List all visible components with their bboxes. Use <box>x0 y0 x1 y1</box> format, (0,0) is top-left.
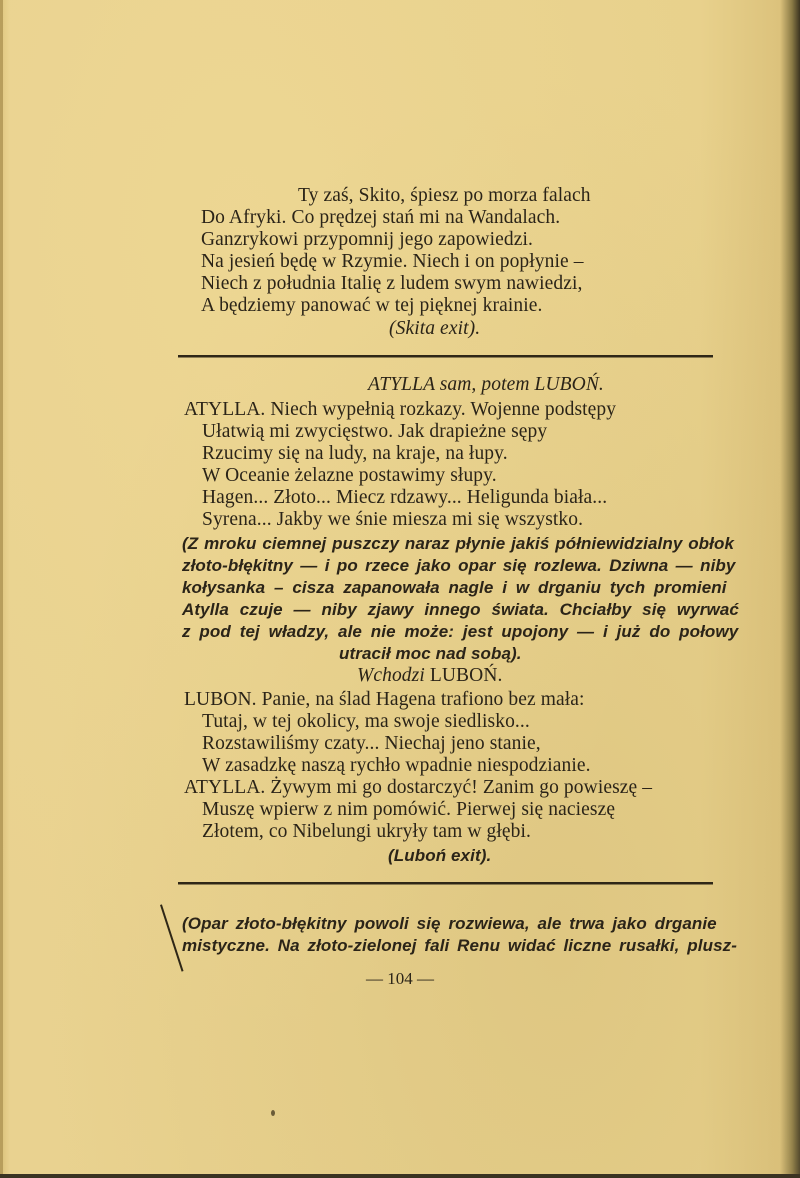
verse-line: Muszę wpierw z nim pomówić. Pierwej się nacieszę <box>202 799 616 820</box>
verse-line: Rozstawiliśmy czaty... Niechaj jeno stanie, <box>202 733 541 754</box>
pencil-margin-mark <box>160 904 184 971</box>
verse-line: Hagen... Złoto... Miecz rdzawy... Heligunda biała... <box>202 487 608 508</box>
stage-direction-line: z pod tej władzy, ale nie może: jest upojony — i już do połowy <box>182 622 739 641</box>
verse-line: Ty zaś, Skito, śpiesz po morza falach <box>298 185 591 206</box>
verse-line: Tutaj, w tej okolicy, ma swoje siedlisko... <box>202 711 530 732</box>
verse-line: ATYLLA. Żywym mi go dostarczyć! Zanim go powieszę – <box>184 777 653 798</box>
entrance-direction <box>357 665 502 687</box>
entrance-verb: Wchodzi <box>357 665 425 686</box>
scene-heading: ATYLLA sam, potem LUBOŃ. <box>368 374 604 395</box>
page-left-edge <box>0 0 3 1178</box>
stage-direction-line: kołysanka – cisza zapanowała nagle i w drganiu tych promieni <box>182 578 727 597</box>
verse-line: Na jesień będę w Rzymie. Niech i on popłynie – <box>201 251 584 272</box>
verse-line: W Oceanie żelazne postawimy słupy. <box>202 465 497 486</box>
verse-line: W zasadzkę naszą rychło wpadnie niespodzianie. <box>202 755 591 776</box>
scene-divider <box>178 355 713 358</box>
stage-direction-exit: (Skita exit). <box>389 318 481 339</box>
paper-speck <box>271 1110 275 1116</box>
stage-direction-line: (Z mroku ciemnej puszczy naraz płynie jakiś półniewidzialny obłok <box>182 534 735 553</box>
verse-line: Ułatwią mi zwycięstwo. Jak drapieżne sępy <box>202 421 548 442</box>
page-number: — 104 — <box>366 969 434 988</box>
verse-line: ATYLLA. Niech wypełnią rozkazy. Wojenne podstępy <box>184 399 617 420</box>
verse-line: Rzucimy się na ludy, na kraje, na łupy. <box>202 443 508 464</box>
scene-divider <box>178 882 713 885</box>
stage-direction-line: złoto-błękitny — i po rzece jako opar się rozlewa. Dziwna — niby <box>182 556 736 575</box>
verse-line: Złotem, co Nibelungi ukryły tam w głębi. <box>202 821 531 842</box>
stage-direction-exit: (Luboń exit). <box>388 846 492 865</box>
stage-direction-line: mistyczne. Na złoto-zielonej fali Renu widać liczne rusałki, plusz- <box>182 936 737 955</box>
verse-line: Ganzrykowi przypomnij jego zapowiedzi. <box>201 229 533 250</box>
verse-line: Niech z południa Italię z ludem swym nawiedzi, <box>201 273 583 294</box>
stage-direction-line: utracił moc nad sobą). <box>339 644 522 663</box>
entrance-character: LUBOŃ. <box>429 665 503 686</box>
verse-line: A będziemy panować w tej pięknej krainie. <box>201 295 543 316</box>
page-bottom-edge <box>0 1174 800 1178</box>
verse-line: Syrena... Jakby we śnie miesza mi się wszystko. <box>202 509 584 530</box>
verse-line: LUBON. Panie, na ślad Hagena trafiono bez mała: <box>184 689 585 710</box>
stage-direction-line: Atylla czuje — niby zjawy innego świata. Chciałby się wyrwać <box>182 600 739 619</box>
stage-direction-line: (Opar złoto-błękitny powoli się rozwiewa, ale trwa jako drganie <box>182 914 717 933</box>
verse-line: Do Afryki. Co prędzej stań mi na Wandalach. <box>201 207 561 228</box>
